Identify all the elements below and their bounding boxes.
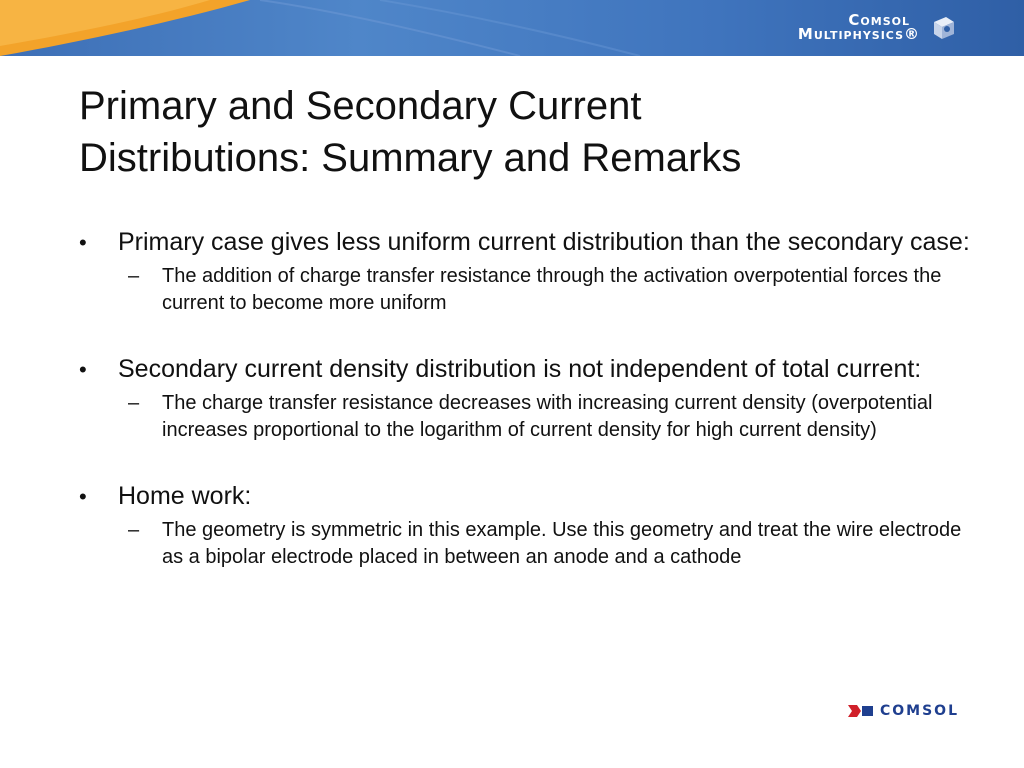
comsol-multiphysics-brand [798,13,920,41]
comsol-cube-icon [930,14,958,42]
sub-bullet-text: The addition of charge transfer resistance through the activation overpotential forces the current to become more uniform [162,265,942,314]
header-banner [0,0,1024,56]
bullet-item [79,226,979,317]
bullet-text: Secondary current density distribution is not independent of total current: [118,355,922,383]
bullet-marker: • [79,230,87,255]
footer-logo-text: COMSOL [879,703,959,719]
title-line-2: Distributions: Summary and Remarks [79,136,742,180]
sub-bullet-item [118,517,979,571]
brand-line-2: Multiphysics® [797,25,920,43]
bullet-item [79,480,979,571]
bullet-list [79,226,979,607]
comsol-logo-icon [848,705,874,717]
bullet-marker: • [79,484,87,509]
sub-bullet-item [118,390,979,444]
sub-bullet-marker: – [128,392,140,414]
bullet-item [79,353,979,444]
sub-bullet-text: The geometry is symmetric in this example. Use this geometry and treat the wire electrode as a bipolar electrode placed in between an anode and a cathode [162,519,962,568]
sub-bullet-item [118,263,979,317]
sub-bullet-marker: – [128,519,140,541]
sub-bullet-text: The charge transfer resistance decreases with increasing current density (overpotential increases proportional to the logarithm of current density for high current density) [162,392,933,441]
sub-bullet-marker: – [128,265,140,287]
bullet-marker: • [79,357,87,382]
page-title [79,80,959,184]
comsol-footer-logo [848,704,959,718]
title-line-1: Primary and Secondary Current [79,84,642,128]
bullet-text: Primary case gives less uniform current distribution than the secondary case: [118,228,970,256]
brand-line-1: Comsol [848,11,910,29]
bullet-text: Home work: [118,482,252,510]
